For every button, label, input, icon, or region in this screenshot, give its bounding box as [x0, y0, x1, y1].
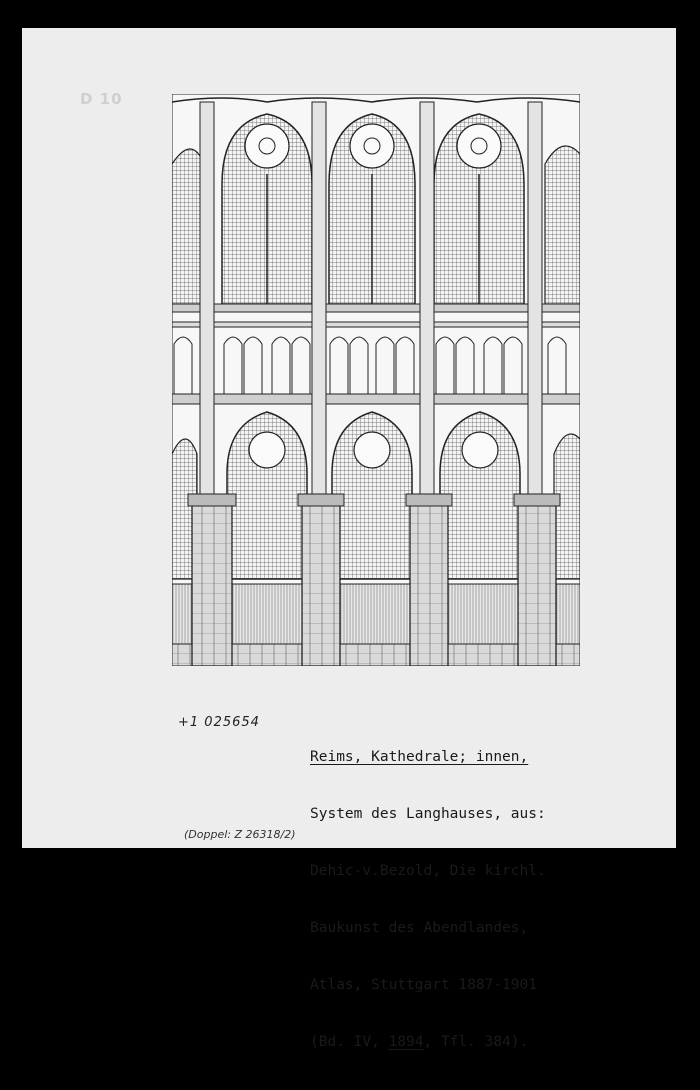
caption-title-underlined: Reims, Kathedrale; [310, 749, 468, 765]
caption-line-2: System des Langhauses, aus: [310, 806, 546, 822]
cathedral-nave-elevation-drawing [172, 94, 580, 666]
caption-block [310, 710, 546, 1090]
caption-line-6: (Bd. IV, 1894, Tfl. 384). [310, 1034, 529, 1050]
doppel-note: (Doppel: Z 26318/2) [184, 828, 296, 841]
caption-year-underlined: 1894 [388, 1034, 424, 1050]
photo-card [22, 28, 676, 1050]
caption-line-5: Atlas, Stuttgart 1887-1901 [310, 977, 537, 993]
inventory-number: +1 025654 [178, 715, 260, 730]
card-corner-label: D 10 [80, 90, 123, 108]
caption-line-4: Baukunst des Abendlandes, [310, 920, 529, 936]
caption-line-3: Dehic-v.Bezold, Die kirchl. [310, 863, 546, 879]
caption-line-1: Reims, Kathedrale; innen, [310, 749, 529, 765]
